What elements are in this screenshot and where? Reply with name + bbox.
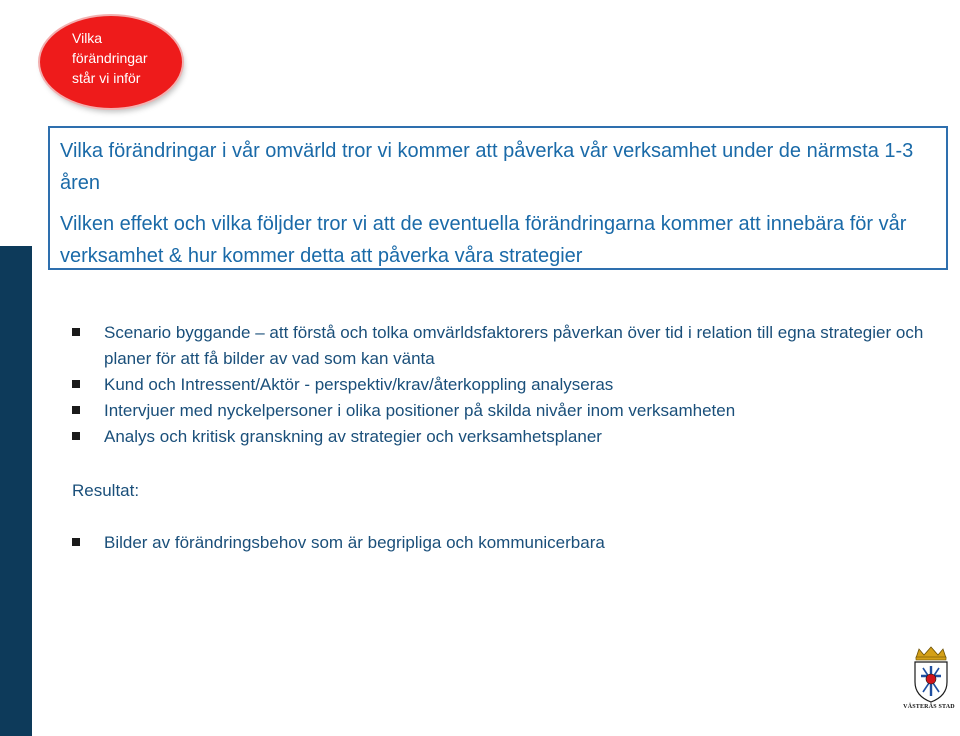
- question-2: Vilken effekt och vilka följder tror vi att de eventuella förändringarna kommer att innebära för vår verksamhet & hur kommer detta att påverka våra strategier: [60, 213, 907, 267]
- list-item-text: Intervjuer med nyckelpersoner i olika positioner på skilda nivåer inom verksamheten: [104, 401, 736, 420]
- topic-badge: [40, 16, 182, 108]
- list-item-text: Scenario byggande – att förstå och tolka omvärldsfaktorers påverkan över tid i relation till egna strategier och planer för att få bilder av vad som kan vänta: [104, 323, 924, 368]
- bullet-square-icon: [72, 380, 80, 388]
- bullet-square-icon: [72, 406, 80, 414]
- vasteras-logo-text: VÄSTERÅS STAD: [903, 704, 955, 710]
- list-item-text: Analys och kritisk granskning av strategier och verksamhetsplaner: [104, 427, 602, 446]
- bullet-square-icon: [72, 328, 80, 336]
- bullet-square-icon: [72, 432, 80, 440]
- question-1: Vilka förändringar i vår omvärld tror vi kommer att påverka vår verksamhet under de närmsta 1-3 åren: [60, 140, 914, 194]
- question-box: [48, 126, 948, 270]
- result-heading: Resultat:: [72, 481, 140, 500]
- bullet-square-icon: [72, 538, 80, 546]
- left-accent-bar: [0, 246, 32, 736]
- list-item: [72, 424, 952, 450]
- list-item: [72, 320, 952, 372]
- method-list: [72, 320, 952, 450]
- result-list: [72, 530, 952, 556]
- badge-line-3: står vi inför: [72, 70, 141, 86]
- list-item: [72, 372, 952, 398]
- list-item: [72, 398, 952, 424]
- badge-line-1: Vilka: [72, 30, 103, 46]
- list-item-text: Kund och Intressent/Aktör - perspektiv/krav/återkoppling analyseras: [104, 375, 614, 394]
- badge-line-2: förändringar: [72, 50, 148, 66]
- list-item-text: Bilder av förändringsbehov som är begripliga och kommunicerbara: [104, 533, 605, 552]
- list-item: [72, 530, 952, 556]
